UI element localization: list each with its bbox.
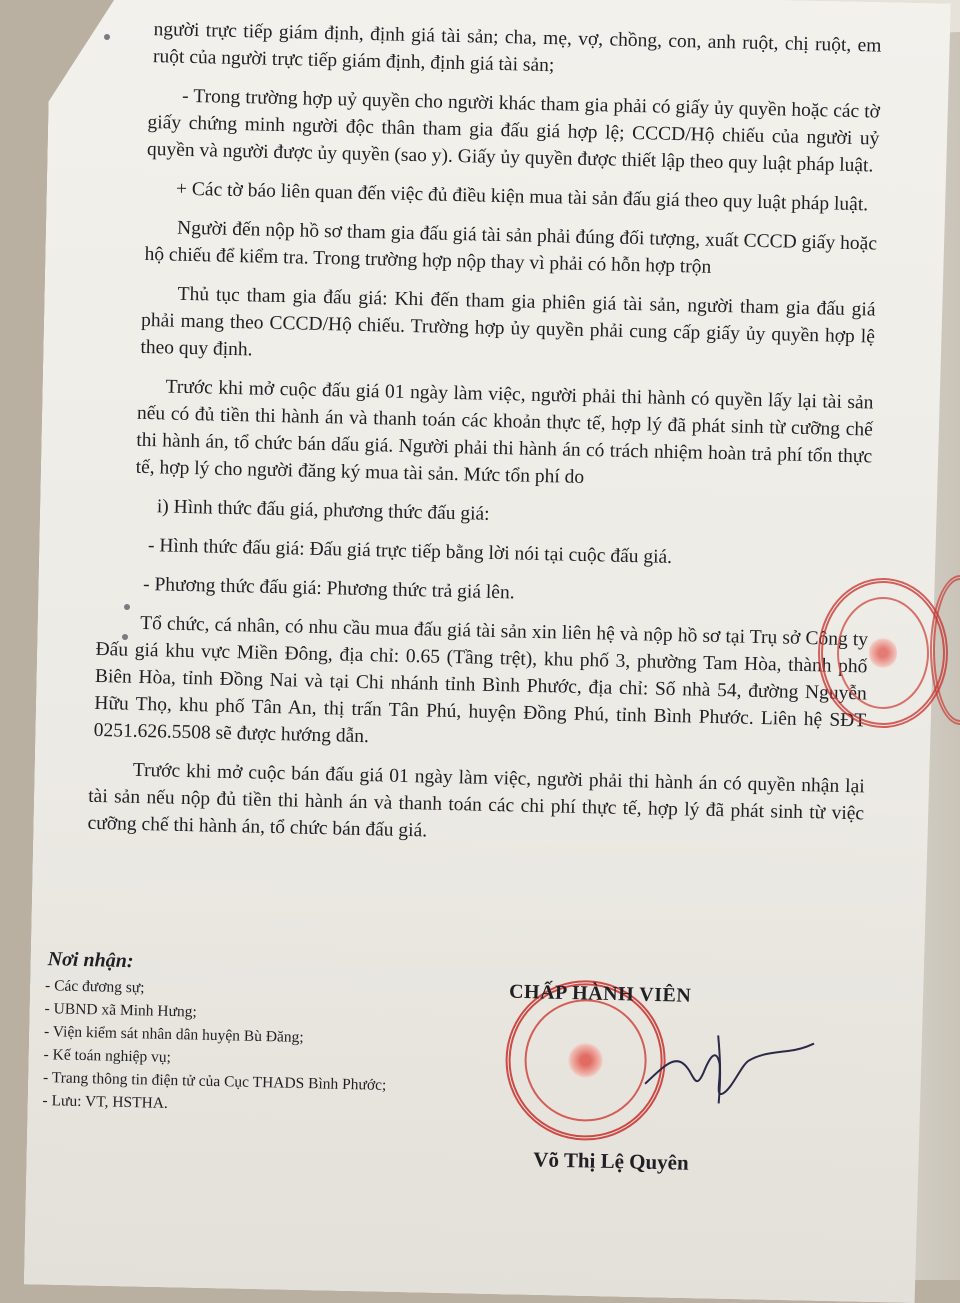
recipients-title: Nơi nhận: — [47, 948, 134, 973]
seal-stamp — [818, 578, 948, 728]
paragraph: Tổ chức, cá nhân, có nhu cầu mua đấu giá tài sản xin liên hệ và nộp hồ sơ tại Trụ sở Công ty Đấu giá khu vực Miền Đông, địa chỉ: 0.65 (Tầng trệt), khu phố 3, phường Tam Hòa, thành phố Biên Hòa, tỉnh Đồng Nai và tại Chi nhánh tỉnh Bình Phước, địa chỉ: Số nhà 54, đường Nguyễn Hữu Thọ, khu phố Tân An, thị trấn Tân Phú, huyện Đồng Phú, tỉnh Bình Phước. Liên hệ SĐT 0251.626.5508 sẽ được hướng dẫn. — [93, 612, 869, 748]
list-item: - Hình thức đấu giá: Đấu giá trực tiếp bằng lời nói tại cuộc đấu giá. — [147, 535, 673, 568]
list-item: - UBND xã Minh Hưng; — [44, 1000, 197, 1021]
section-heading: i) Hình thức đấu giá, phương thức đấu giá: — [156, 496, 490, 525]
paragraph: + Các tờ báo liên quan đến việc đủ điều kiện mua tài sản đấu giá theo quy luật pháp luật. — [175, 178, 869, 216]
paragraph — [59, 80, 881, 180]
signature-block — [35, 948, 900, 1197]
list-item: - Phương thức đấu giá: Phương thức trả giá lên. — [142, 573, 515, 604]
list-item: - Viện kiểm sát nhân dân huyện Bù Đăng; — [43, 1023, 304, 1047]
signer-title: CHẤP HÀNH VIÊN — [508, 980, 692, 1007]
paragraph: Trước khi mở cuộc bán đấu giá 01 ngày làm việc, người phải thi hành án có quyền nhận lại tài sản nếu nộp đủ tiền thi hành án và thanh toán các chi phí thực tế, hợp lý đã phát sinh từ việc cưỡng chế thi hành án, tổ chức bán đấu giá. — [87, 759, 865, 842]
paragraph-text: - Trong trường hợp uỷ quyền cho người khác tham gia phải có giấy ủy quyền hoặc các tờ giấy chứng minh người độc thân tham gia đấu giá hợp lệ; CCCD/Hộ chiếu của người uỷ quyền và người được ủy quyền (sao y). Giấy ủy quyền được thiết lập theo quy luật pháp luật. — [146, 85, 881, 177]
list-item: - Kế toán nghiệp vụ; — [43, 1046, 172, 1066]
paragraph: người trực tiếp giám định, định giá tài sản; cha, mẹ, vợ, chồng, con, anh ruột, chị ruột, em ruột của người trực tiếp giám định, định giá tài sản; — [152, 19, 882, 77]
list-item: - Lưu: VT, HSTHA. — [42, 1092, 169, 1112]
document-body — [43, 14, 881, 854]
paragraph: Thủ tục tham gia đấu giá: Khi đến tham gia phiên giá tài sản, người tham gia đấu giá phải mang theo CCCD/Hộ chiếu. Trường hợp ủy quyền phải cung cấp giấy ủy quyền hợp lệ theo quy định. — [140, 283, 876, 361]
list-item: - Các đương sự; — [44, 977, 145, 997]
paragraph: Trước khi mở cuộc đấu giá 01 ngày làm việc, người phải thi hành có quyền lấy lại tài sản nếu có đủ tiền thi hành án và thanh toán các khoản thực tế, hợp lý đã phát sinh từ cưỡng chế thi hành án, tổ chức bán dấu giá. Người phải thi hành án có trách nhiệm hoàn trả phí tổn thực tế, hợp lý cho người đăng ký mua tài sản. Mức tổn phí do — [135, 376, 874, 488]
seal-emblem — [869, 636, 898, 670]
signer-name: Võ Thị Lệ Quyên — [533, 1147, 689, 1175]
handwritten-signature — [636, 1022, 818, 1116]
recipients-list — [42, 974, 405, 1120]
paragraph: Người đến nộp hồ sơ tham gia đấu giá tài sản phải đúng đối tượng, xuất CCCD giấy hoặc hộ chiếu để kiểm tra. Trong trường hợp nộp thay vì phải có hỗn hợp trộn — [144, 217, 878, 278]
list-item: - Trang thông tin điện tử của Cục THADS Bình Phước; — [42, 1069, 387, 1094]
